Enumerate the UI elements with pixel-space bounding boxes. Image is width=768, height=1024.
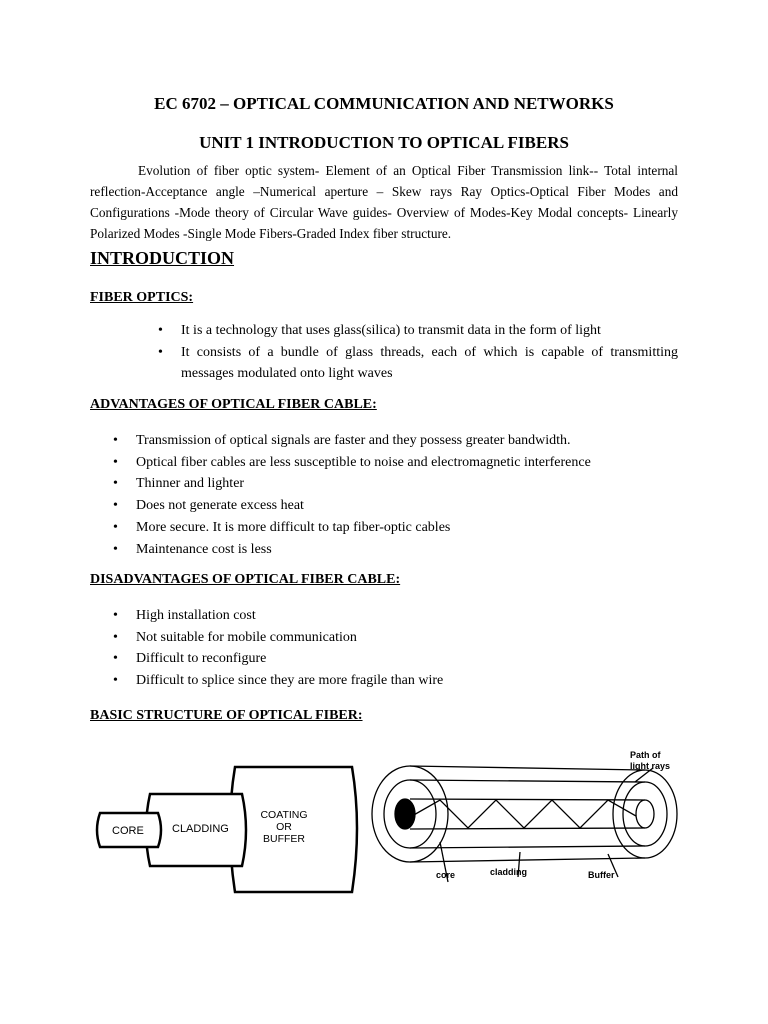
list-item: • It consists of a bundle of glass threads, each of which is capable of transmitting messages modulated onto light waves — [155, 342, 678, 385]
left-core-label: CORE — [112, 825, 144, 837]
list-item: • Does not generate excess heat — [110, 495, 690, 517]
advantages-list — [110, 430, 690, 560]
list-item: • It is a technology that uses glass(silica) to transmit data in the form of light — [155, 320, 678, 342]
left-or-label: OR — [276, 821, 292, 833]
left-cladding-label: CLADDING — [172, 823, 229, 835]
advantages-heading: ADVANTAGES OF OPTICAL FIBER CABLE: — [90, 397, 377, 412]
list-item: • Optical fiber cables are less susceptible to noise and electromagnetic interference — [110, 452, 690, 474]
list-item: • More secure. It is more difficult to tap fiber-optic cables — [110, 517, 690, 539]
list-item: • Maintenance cost is less — [110, 539, 690, 561]
fiber-structure-figure — [90, 742, 690, 912]
course-title: EC 6702 – OPTICAL COMMUNICATION AND NETWORKS — [154, 94, 614, 113]
light-ray-diagram — [372, 766, 677, 882]
path-label-line2: light rays — [630, 761, 671, 771]
list-item: • Transmission of optical signals are faster and they possess greater bandwidth. — [110, 430, 690, 452]
unit-title: UNIT 1 INTRODUCTION TO OPTICAL FIBERS — [199, 133, 569, 152]
introduction-heading: INTRODUCTION — [90, 248, 235, 268]
list-item: • Not suitable for mobile communication — [110, 627, 690, 649]
structure-heading: BASIC STRUCTURE OF OPTICAL FIBER: — [90, 708, 363, 723]
right-core-label: core — [436, 870, 456, 880]
left-coating-label: COATING — [260, 809, 308, 821]
disadvantages-heading: DISADVANTAGES OF OPTICAL FIBER CABLE: — [90, 572, 401, 587]
list-item: • High installation cost — [110, 605, 690, 627]
left-buffer-label: BUFFER — [263, 833, 305, 845]
fiber-optics-heading: FIBER OPTICS: — [90, 290, 194, 305]
list-item: • Difficult to splice since they are more fragile than wire — [110, 670, 690, 692]
disadvantages-list — [110, 605, 690, 692]
list-item: • Thinner and lighter — [110, 473, 690, 495]
syllabus-paragraph: Evolution of fiber optic system- Element of an Optical Fiber Transmission link-- Total internal reflection-Acceptance angle –Numerical aperture – Skew rays Ray Optics-Optical Fiber Modes and Configurations -Mode theory of Circular Wave guides- Overview of Modes-Key Modal concepts- Linearly Polarized Modes -Single Mode Fibers-Graded Index fiber structure. — [90, 163, 678, 241]
fiber-optics-list — [155, 320, 678, 385]
right-buffer-label: Buffer — [588, 870, 615, 880]
list-item: • Difficult to reconfigure — [110, 648, 690, 670]
path-label-line1: Path of — [630, 750, 661, 760]
right-cladding-label: cladding — [490, 867, 528, 877]
